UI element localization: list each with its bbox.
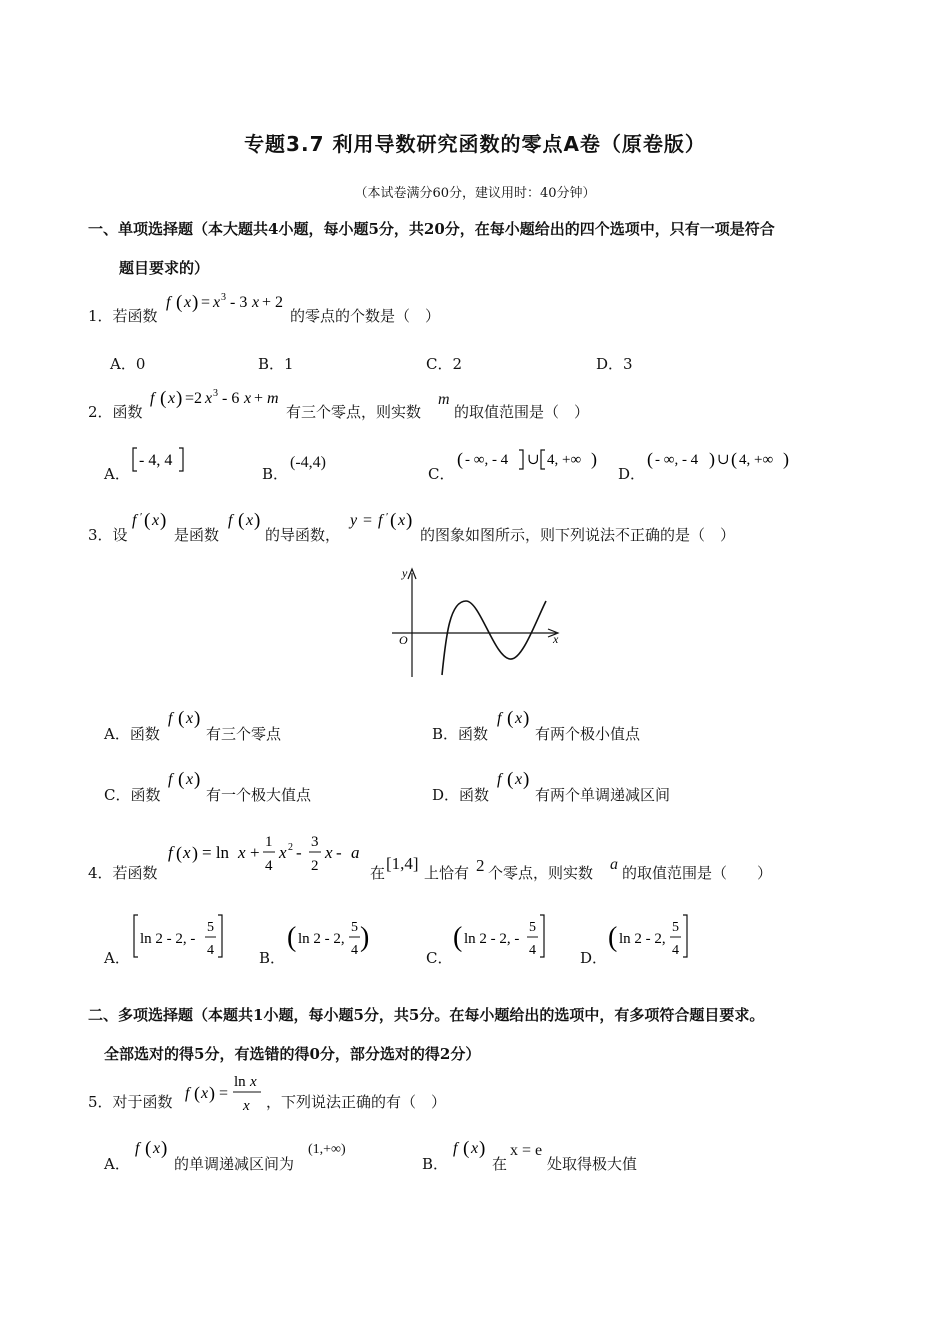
q5-option-b-cond: x = e	[510, 1142, 543, 1159]
q3-mid2: 的导函数，	[265, 526, 341, 544]
svg-text:y: y	[350, 512, 358, 529]
q5-option-b-label: B．	[422, 1155, 449, 1173]
q5-a-fx-svg	[133, 1136, 175, 1162]
svg-text:(: (	[178, 708, 185, 729]
q4-option-a[interactable]	[131, 911, 227, 967]
svg-text:(: (	[238, 510, 245, 531]
q4-interval: [1,4]	[386, 854, 419, 873]
svg-text:(: (	[647, 449, 653, 469]
page-title: 专题3.7 利用导数研究函数的零点A卷（原卷版）	[244, 132, 706, 156]
svg-text:f: f	[132, 512, 137, 529]
q3-option-d-label: D．函数	[432, 786, 490, 804]
svg-text:x: x	[250, 1074, 257, 1090]
q3-tail: 的图象如图所示，则下列说法不正确的是（ ）	[420, 526, 736, 544]
q4-option-c[interactable]	[453, 911, 549, 967]
svg-text:2: 2	[288, 842, 293, 853]
svg-text:4: 4	[207, 943, 214, 958]
q4-label-a: A．	[104, 949, 130, 967]
svg-text:x: x	[183, 843, 191, 862]
svg-text:′: ′	[140, 511, 143, 523]
q3-option-a[interactable]: 有三个零点	[206, 725, 282, 743]
derivative-curve	[442, 601, 546, 675]
q5-tail: ，下列说法正确的有（ ）	[266, 1093, 447, 1111]
q3-option-a-label: A．函数	[104, 725, 160, 743]
svg-text:m: m	[267, 390, 279, 407]
svg-text:3: 3	[221, 292, 226, 303]
svg-text:- ∞, - 4: - ∞, - 4	[655, 452, 699, 468]
q3-option-d[interactable]: 有两个单调递减区间	[535, 786, 671, 804]
svg-text:x: x	[279, 843, 287, 862]
svg-text:- 4, 4: - 4, 4	[139, 452, 173, 469]
q4-option-a-svg	[131, 911, 227, 963]
q1-formula-svg	[164, 290, 292, 316]
svg-text:x: x	[152, 512, 160, 529]
q3-f-prime	[130, 508, 174, 538]
q2-formula	[148, 386, 288, 416]
q3-option-b-fx	[495, 706, 537, 736]
q5-formula	[183, 1070, 267, 1124]
svg-text:f: f	[135, 1140, 140, 1157]
svg-text:): )	[254, 510, 261, 531]
svg-text:x: x	[201, 1085, 209, 1102]
svg-text:f: f	[168, 710, 173, 727]
q2-option-d[interactable]	[645, 445, 801, 479]
svg-text:x: x	[471, 1140, 479, 1157]
q2-label-c: C．	[428, 465, 455, 483]
svg-text:4, +∞: 4, +∞	[547, 452, 582, 468]
svg-text:= ln: = ln	[202, 843, 230, 862]
svg-text:x: x	[168, 390, 176, 407]
q2-option-c[interactable]	[455, 445, 603, 479]
q3-b-fx-svg	[495, 706, 537, 732]
q2-option-b[interactable]: (-4,4)	[290, 454, 326, 471]
svg-text:x: x	[205, 390, 213, 407]
q5-option-b-text1[interactable]: 在	[492, 1155, 508, 1173]
q4-label-d: D．	[580, 949, 608, 967]
q2-tail: 的取值范围是（ ）	[454, 403, 590, 421]
svg-text:x: x	[186, 710, 194, 727]
svg-text:): )	[209, 1083, 215, 1103]
svg-text:(: (	[390, 510, 397, 531]
q3-derivative-graph	[388, 565, 568, 684]
svg-text:): )	[176, 388, 183, 409]
svg-text:f: f	[168, 843, 173, 862]
svg-text:=: =	[219, 1085, 229, 1102]
q3-number: 3．设	[88, 526, 128, 544]
svg-text:x: x	[244, 390, 252, 407]
q3-option-d-fx	[495, 767, 537, 797]
svg-text:x: x	[213, 294, 221, 311]
svg-text:- 3: - 3	[230, 294, 248, 311]
section2-heading-cont: 全部选对的得5分，有选错的得0分，部分选对的得2分）	[104, 1045, 481, 1063]
q2-number: 2．函数	[88, 403, 143, 421]
svg-text:=2: =2	[185, 390, 203, 407]
q5-option-a-label: A．	[104, 1155, 130, 1173]
svg-text:f: f	[497, 710, 502, 727]
svg-text:): )	[192, 843, 198, 863]
svg-text:): )	[161, 1138, 168, 1159]
svg-text:): )	[194, 769, 201, 790]
q5-formula-svg	[183, 1070, 267, 1120]
q3-option-c[interactable]: 有一个极大值点	[206, 786, 312, 804]
svg-text:- 6: - 6	[222, 390, 240, 407]
q5-option-a-fx	[133, 1136, 175, 1166]
svg-text:): )	[406, 510, 413, 531]
q4-tail: 的取值范围是（ ）	[622, 864, 773, 882]
svg-text:4, +∞: 4, +∞	[739, 452, 774, 468]
svg-text:f: f	[150, 390, 155, 407]
section1-heading-cont: 题目要求的）	[119, 259, 210, 277]
svg-text:(: (	[160, 388, 167, 409]
q3-option-a-fx	[166, 706, 208, 736]
svg-text:): )	[709, 449, 715, 469]
svg-text:(: (	[453, 922, 463, 953]
svg-text:f: f	[185, 1085, 190, 1102]
q4-option-c-svg	[453, 911, 549, 963]
q4-formula-svg	[166, 826, 366, 878]
svg-text:): )	[523, 769, 530, 790]
svg-text:4: 4	[529, 943, 536, 958]
q5-option-b-text2[interactable]: 处取得极大值	[547, 1155, 638, 1173]
svg-text:3: 3	[311, 834, 319, 850]
svg-text:1: 1	[265, 834, 273, 850]
q2-label-a: A．	[104, 465, 130, 483]
q4-option-d[interactable]	[608, 911, 692, 967]
svg-text:x: x	[325, 843, 333, 862]
q2-formula-svg	[148, 386, 288, 412]
svg-text:(: (	[507, 708, 514, 729]
y-axis-label: y	[402, 566, 408, 580]
q5-b-fx-svg	[451, 1136, 493, 1162]
q3-f-prime-svg	[130, 508, 174, 534]
svg-text:5: 5	[529, 920, 536, 935]
svg-text:ln 2 - 2,: ln 2 - 2,	[298, 931, 345, 947]
section1-heading: 一、单项选择题（本大题共4小题，每小题5分，共20分，在每小题给出的四个选项中，只有一项是符合	[88, 220, 775, 238]
q3-mid1: 是函数	[174, 526, 220, 544]
svg-text:(: (	[176, 843, 182, 863]
q3-y-eq-fprime	[348, 508, 422, 538]
svg-text:(: (	[287, 922, 297, 953]
q2-option-d-svg	[645, 445, 801, 475]
q2-option-a[interactable]	[131, 445, 187, 479]
svg-text:): )	[360, 922, 370, 953]
svg-text:4: 4	[351, 943, 358, 958]
x-axis-label: x	[553, 632, 559, 646]
svg-text:x: x	[515, 771, 523, 788]
svg-text:f: f	[378, 512, 383, 529]
svg-text:-: -	[336, 843, 342, 862]
svg-text:(: (	[731, 449, 737, 469]
q3-a-fx-svg	[166, 706, 208, 732]
q4-mid3: 个零点，则实数	[488, 864, 594, 882]
svg-text:x: x	[246, 512, 254, 529]
svg-text:-: -	[296, 843, 302, 862]
svg-text:x: x	[184, 294, 192, 311]
svg-text:x: x	[243, 1098, 250, 1114]
q5-option-a-interval: (1,+∞)	[308, 1142, 346, 1157]
q1-formula	[164, 290, 292, 320]
svg-text:f: f	[228, 512, 233, 529]
svg-text:f: f	[168, 771, 173, 788]
q4-mid2: 上恰有	[424, 864, 470, 882]
svg-text:ln 2 - 2,: ln 2 - 2,	[619, 931, 666, 947]
svg-text:=: =	[363, 512, 373, 529]
svg-text:x: x	[238, 843, 246, 862]
svg-text:∪: ∪	[717, 452, 730, 468]
svg-text:): )	[591, 449, 597, 469]
q4-number: 4．若函数	[88, 864, 158, 882]
section2-heading: 二、多项选择题（本题共1小题，每小题5分，共5分。在每小题给出的选项中，有多项符合题目要求。	[88, 1006, 765, 1024]
svg-text:ln 2 - 2, -: ln 2 - 2, -	[140, 931, 196, 947]
svg-text:ln: ln	[234, 1074, 246, 1090]
q1-option-a[interactable]: A．0	[110, 355, 146, 373]
svg-text:5: 5	[672, 920, 679, 935]
q4-option-b-svg	[287, 911, 371, 963]
svg-text:+: +	[250, 843, 260, 862]
svg-text:+ 2: + 2	[262, 294, 284, 311]
q3-f-svg	[226, 508, 268, 534]
q4-label-c: C．	[426, 949, 453, 967]
svg-text:2: 2	[311, 858, 319, 874]
svg-text:(: (	[457, 449, 463, 469]
q3-option-b-label: B．函数	[432, 725, 489, 743]
svg-text:(: (	[176, 292, 183, 313]
svg-text:∪: ∪	[527, 452, 540, 468]
svg-text:(: (	[145, 1138, 152, 1159]
svg-text:x: x	[186, 771, 194, 788]
q4-option-d-svg	[608, 911, 692, 963]
svg-text:x: x	[153, 1140, 161, 1157]
q2-mid: 有三个零点，则实数	[286, 403, 422, 421]
q5-number: 5．对于函数	[88, 1093, 173, 1111]
svg-text:): )	[160, 510, 167, 531]
svg-text:a: a	[351, 843, 360, 862]
svg-text:): )	[523, 708, 530, 729]
q3-option-c-fx	[166, 767, 208, 797]
q1-option-b[interactable]: B．1	[258, 355, 294, 373]
svg-text:=: =	[201, 294, 211, 311]
q3-graph-svg	[388, 565, 568, 680]
svg-text:4: 4	[265, 858, 273, 874]
svg-text:f: f	[497, 771, 502, 788]
svg-text:4: 4	[672, 943, 679, 958]
svg-text:(: (	[463, 1138, 470, 1159]
q1-option-c[interactable]: C．2	[426, 355, 463, 373]
q4-option-b[interactable]	[287, 911, 371, 967]
q2-option-a-svg	[131, 445, 187, 475]
origin-label: O	[399, 633, 408, 647]
q2-label-d: D．	[618, 465, 646, 483]
q2-var-m: m	[438, 391, 450, 408]
svg-text:- ∞, - 4: - ∞, - 4	[465, 452, 509, 468]
svg-text:): )	[192, 292, 199, 313]
q1-number: 1．若函数	[88, 307, 158, 325]
q1-tail: 的零点的个数是（ ）	[290, 307, 441, 325]
q4-mid1: 在	[370, 864, 386, 882]
svg-text:ln 2 - 2, -: ln 2 - 2, -	[464, 931, 520, 947]
q1-option-d[interactable]: D．3	[596, 355, 633, 373]
q2-label-b: B．	[262, 465, 289, 483]
q3-c-fx-svg	[166, 767, 208, 793]
svg-text:f: f	[166, 294, 171, 311]
q3-y-eq-fprime-svg	[348, 508, 422, 534]
svg-text:x: x	[515, 710, 523, 727]
svg-text:(: (	[194, 1083, 200, 1103]
q4-count: 2	[476, 856, 485, 875]
q5-option-a[interactable]: 的单调递减区间为	[174, 1155, 295, 1173]
q4-var-a: a	[610, 856, 618, 873]
svg-text:3: 3	[213, 388, 218, 399]
svg-text:5: 5	[351, 920, 358, 935]
q2-option-c-svg	[455, 445, 603, 475]
q3-option-b[interactable]: 有两个极小值点	[535, 725, 641, 743]
svg-text:(: (	[178, 769, 185, 790]
q3-option-c-label: C．函数	[104, 786, 161, 804]
svg-text:(: (	[144, 510, 151, 531]
svg-text:(: (	[608, 922, 618, 953]
exam-note: （本试卷满分60分，建议用时：40分钟）	[354, 186, 596, 201]
q3-d-fx-svg	[495, 767, 537, 793]
q4-label-b: B．	[259, 949, 286, 967]
svg-text:): )	[783, 449, 789, 469]
q5-option-b-fx	[451, 1136, 493, 1166]
svg-text:x: x	[252, 294, 260, 311]
svg-text:): )	[479, 1138, 486, 1159]
svg-text:(: (	[507, 769, 514, 790]
svg-text:): )	[194, 708, 201, 729]
q3-f	[226, 508, 268, 538]
svg-text:+: +	[254, 390, 264, 407]
svg-text:5: 5	[207, 920, 214, 935]
svg-text:′: ′	[386, 511, 389, 523]
svg-text:f: f	[453, 1140, 458, 1157]
q4-formula	[166, 826, 366, 882]
svg-text:x: x	[398, 512, 406, 529]
